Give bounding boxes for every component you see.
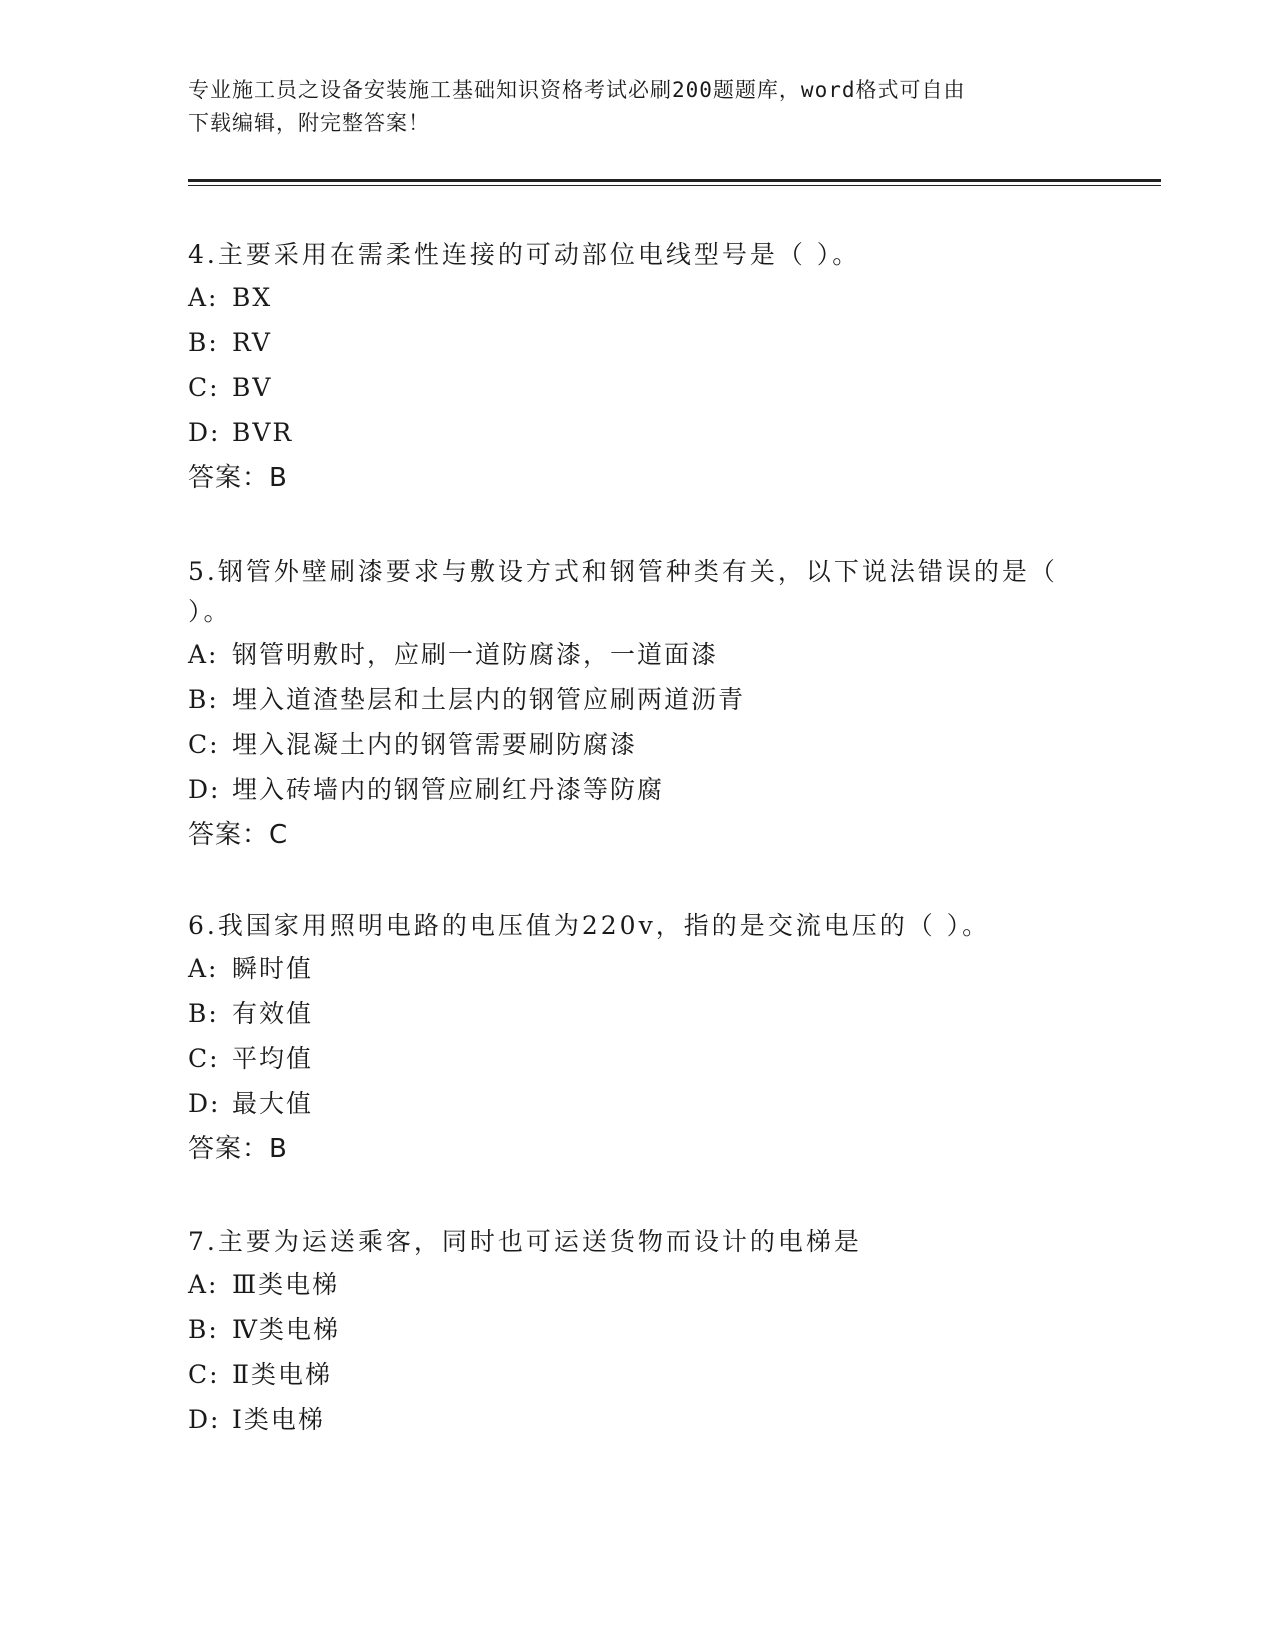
option-text: BX [232,283,273,312]
option-a [188,946,1088,991]
answer-label: 答案：B [188,463,288,493]
option-letter: D: [188,775,221,804]
option-letter: C: [188,373,220,402]
header-divider-thin [188,185,1161,186]
option-c [188,1352,1088,1397]
option-c [188,365,1088,410]
option-letter: B: [188,685,219,714]
option-text: BVR [232,418,294,447]
question-text: 7.主要为运送乘客，同时也可运送货物而设计的电梯是 [188,1227,862,1256]
option-letter: D: [188,418,221,447]
option-a [188,275,1088,320]
option-b [188,1307,1088,1352]
option-letter: A: [188,1270,219,1299]
option-letter: D: [188,1089,221,1118]
option-letter: C: [188,1360,220,1389]
header-line-2: 下载编辑，附完整答案！ [188,111,430,135]
option-letter: B: [188,999,219,1028]
option-text: Ⅲ类电梯 [232,1270,340,1299]
option-letter: A: [188,954,219,983]
option-text: 最大值 [232,1089,314,1118]
option-text: RV [232,328,272,357]
option-d [188,767,1088,812]
option-a [188,1262,1088,1307]
option-letter: B: [188,1315,219,1344]
option-text: 有效值 [232,999,314,1028]
option-d [188,410,1088,455]
answer-label: 答案：B [188,1134,288,1164]
option-letter: D: [188,1405,221,1434]
option-c [188,1036,1088,1081]
question-5 [188,552,1088,858]
question-text: 6.我国家用照明电路的电压值为220v，指的是交流电压的（ ）。 [188,911,991,940]
header-line-1: 专业施工员之设备安装施工基础知识资格考试必刷200题题库，word格式可自由 [188,78,966,102]
option-text: Ⅰ类电梯 [232,1405,325,1434]
option-letter: B: [188,328,219,357]
option-text: 瞬时值 [232,954,314,983]
option-letter: C: [188,1044,220,1073]
document-header [188,74,1068,140]
option-text: Ⅱ类电梯 [232,1360,332,1389]
option-a [188,632,1088,677]
option-letter: A: [188,640,219,669]
question-text: 5.钢管外壁刷漆要求与敷设方式和钢管种类有关，以下说法错误的是（ ）。 [188,557,1058,626]
option-text: Ⅳ类电梯 [232,1315,340,1344]
question-text: 4.主要采用在需柔性连接的可动部位电线型号是（ ）。 [188,240,861,269]
option-b [188,677,1088,722]
option-letter: C: [188,730,220,759]
question-4 [188,235,1088,501]
option-text: 钢管明敷时，应刷一道防腐漆，一道面漆 [232,640,719,669]
option-text: BV [232,373,273,402]
question-7 [188,1222,1088,1442]
answer-label: 答案：C [188,820,289,850]
question-6 [188,906,1088,1172]
option-b [188,991,1088,1036]
option-text: 平均值 [232,1044,314,1073]
header-divider-thick [188,179,1161,182]
option-letter: A: [188,283,219,312]
option-c [188,722,1088,767]
option-text: 埋入混凝土内的钢管需要刷防腐漆 [232,730,638,759]
option-d [188,1397,1088,1442]
option-d [188,1081,1088,1126]
option-text: 埋入道渣垫层和土层内的钢管应刷两道沥青 [232,685,746,714]
option-b [188,320,1088,365]
option-text: 埋入砖墙内的钢管应刷红丹漆等防腐 [232,775,665,804]
